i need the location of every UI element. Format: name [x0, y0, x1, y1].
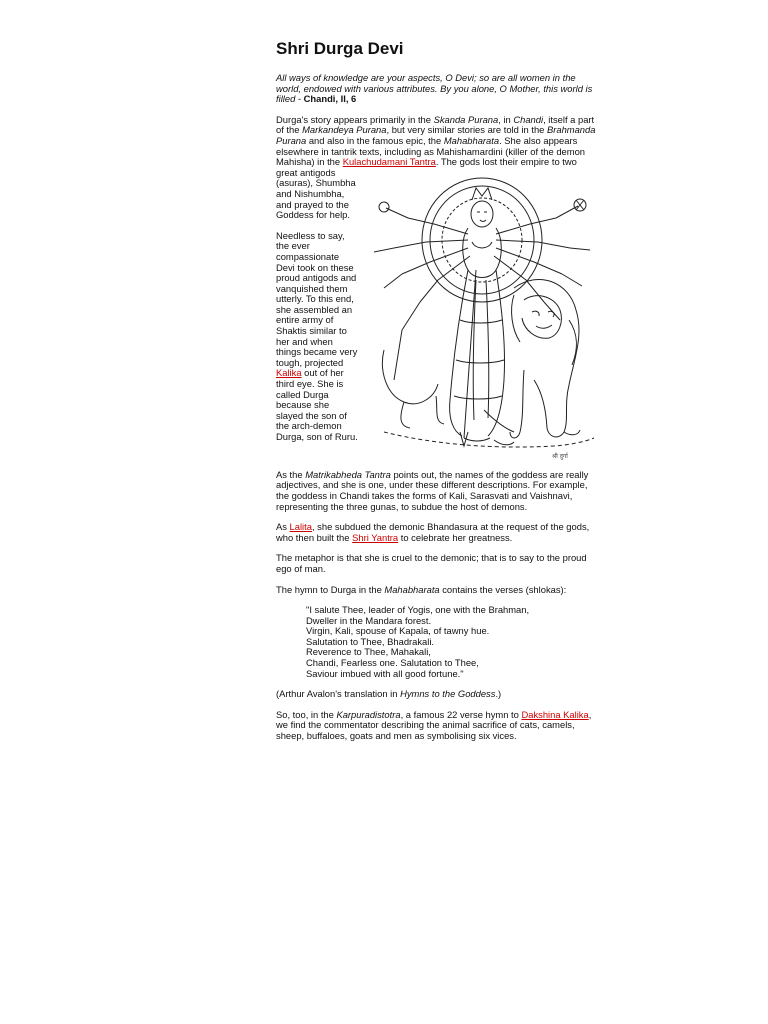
- verse-line: Saviour imbued with all good fortune.": [306, 667, 464, 679]
- article: [276, 38, 596, 752]
- paragraph-lalita: As Lalita, she subdued the demonic Bhandasura at the request of the gods, who then built the Shri Yantra to celebrate her greatness.: [276, 521, 590, 543]
- verse-line: Reverence to Thee, Mahakali,: [306, 646, 431, 658]
- verse-line: Virgin, Kali, spouse of Kapala, of tawny hue.: [306, 625, 490, 637]
- svg-text:श्री दुर्गा: श्री दुर्गा: [552, 452, 568, 460]
- page-title: Shri Durga Devi: [276, 39, 404, 58]
- link-lalita[interactable]: Lalita: [289, 521, 312, 533]
- verse-line: "I salute Thee, leader of Yogis, one with the Brahman,: [306, 604, 530, 616]
- epigraph-text: All ways of knowledge are your aspects, O Devi; so are all women in the world, endowed with various attributes. By you alone, O Mother, this world is filled -: [276, 72, 593, 105]
- link-kalika[interactable]: Kalika: [276, 367, 302, 379]
- epigraph: [276, 73, 596, 105]
- paragraph-matrikabheda: As the Matrikabheda Tantra points out, the names of the goddess are really adjectives, and she is one, under these different descriptions. For example, the goddess in Chandi takes the forms of Kali, Sarasvati and Vaishnavi, representing the three gunas, to subdue the host of demons.: [276, 468, 589, 512]
- paragraph-translation: (Arthur Avalon's translation in Hymns to the Goddess.): [276, 688, 502, 700]
- link-dakshina-kalika[interactable]: Dakshina Kalika: [521, 708, 589, 720]
- link-shri-yantra[interactable]: Shri Yantra: [352, 531, 399, 543]
- epigraph-source: Chandi, II, 6: [303, 93, 357, 105]
- paragraph-hymn-intro: The hymn to Durga in the Mahabharata contains the verses (shlokas):: [276, 583, 567, 595]
- hymn-verse: [306, 605, 596, 679]
- verse-line: Salutation to Thee, Bhadrakali.: [306, 635, 435, 647]
- link-kulachudamani-tantra[interactable]: Kulachudamani Tantra: [342, 156, 436, 168]
- paragraph-metaphor: The metaphor is that she is cruel to the demonic; that is to say to the proud ego of man.: [276, 552, 587, 574]
- paragraph-kalika: Needless to say, the ever compassionate Devi took on these proud antigods and vanquished them utterly. To this end, she assembled an entire army of Shaktis similar to her and when things became very tough, projected Kalika out of her third eye. She is called Durga because she slayed the son of the arch-demon Durga, son of Ruru.: [276, 229, 358, 442]
- verse-line: Dweller in the Mandara forest.: [306, 614, 432, 626]
- paragraph-karpuradistotra: So, too, in the Karpuradistotra, a famous 22 verse hymn to Dakshina Kalika, we find the commentator describing the animal sacrifice of cats, camels, sheep, buffaloes, goats and men as symbolising six vices.: [276, 708, 592, 742]
- durga-illustration: [364, 170, 602, 466]
- paragraph-origins: Durga's story appears primarily in the Skanda Purana, in Chandi, itself a part of the Markandeya Purana, but very similar stories are told in the Brahmanda Purana and also in the famous epic, the Mahabharata. She also appears elsewhere in tantrik texts, including as Mahishamardini (killer of the demon Mahisha) in the Kulachudamani Tantra श्री दुर्गा . The gods lost their empire to two great antigods (asuras), Shumbha and Nishumbha, and prayed to the Goddess for help.: [276, 115, 596, 221]
- verse-line: Chandi, Fearless one. Salutation to Thee,: [306, 657, 479, 669]
